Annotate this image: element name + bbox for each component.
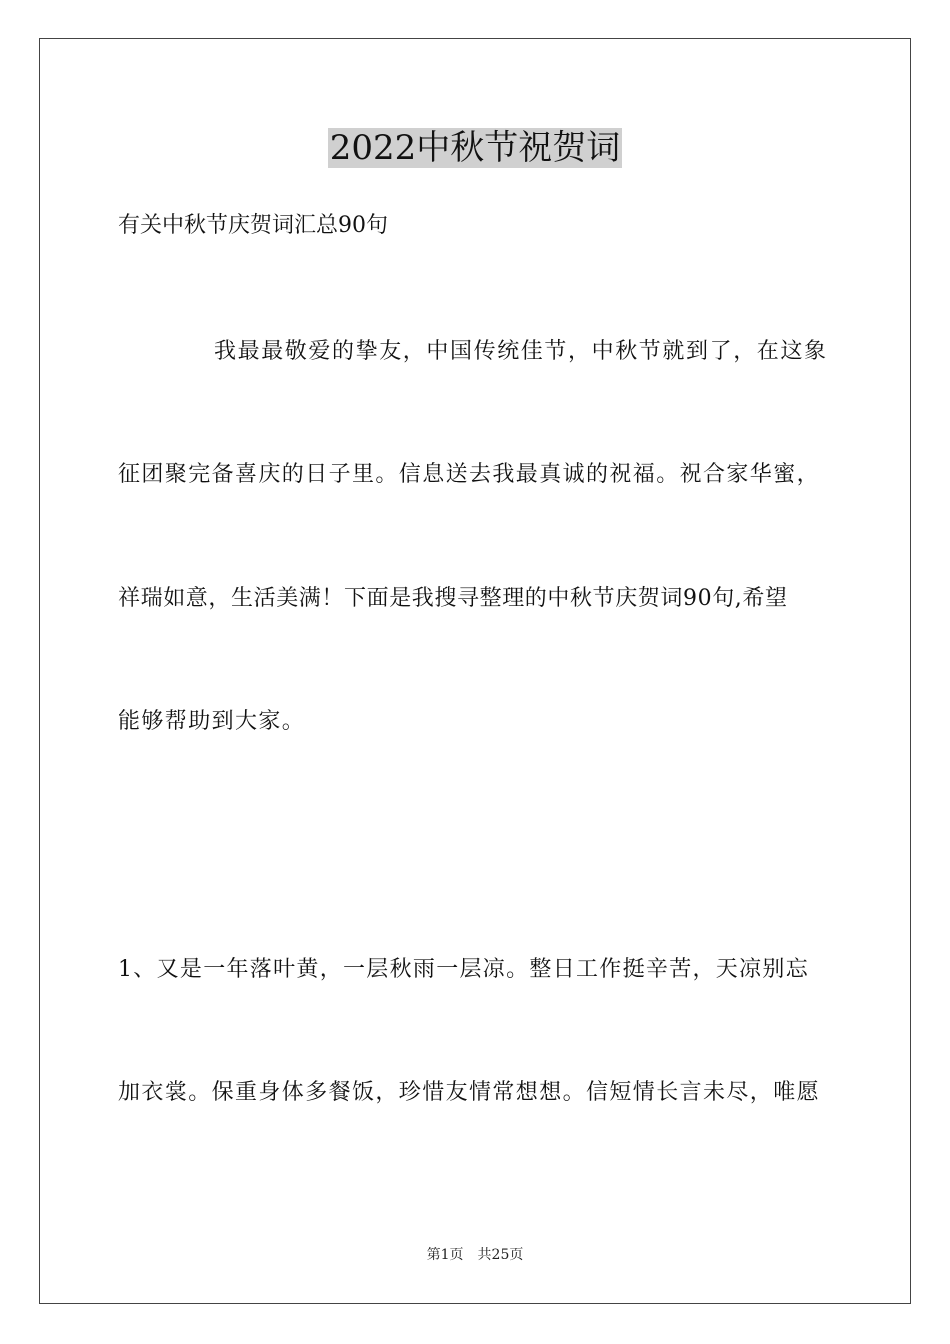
document-title bbox=[0, 128, 950, 168]
greeting-item-line-2: 加衣裳。保重身体多餐饭，珍惜友情常想想。信短情长言未尽，唯愿 bbox=[118, 1080, 821, 1105]
intro-line-3: 祥瑞如意，生活美满！下面是我搜寻整理的中秋节庆贺词90句,希望 bbox=[118, 586, 788, 611]
greeting-item-line-1: 1、又是一年落叶黄，一层秋雨一层凉。整日工作挺辛苦，天凉别忘 bbox=[118, 957, 809, 982]
page-number: 第1页 bbox=[426, 1247, 464, 1263]
document-subtitle: 有关中秋节庆贺词汇总90句 bbox=[118, 213, 388, 238]
document-title-text: 2022中秋节祝贺词 bbox=[329, 128, 621, 168]
intro-line-2: 征团聚完备喜庆的日子里。信息送去我最真诚的祝福。祝合家华蜜， bbox=[118, 462, 821, 487]
page-footer bbox=[0, 1245, 950, 1265]
intro-line-4: 能够帮助到大家。 bbox=[118, 709, 306, 734]
intro-line-1: 我最最敬爱的挚友，中国传统佳节，中秋节就到了，在这象 bbox=[214, 339, 828, 364]
page-total: 共25页 bbox=[477, 1247, 524, 1263]
